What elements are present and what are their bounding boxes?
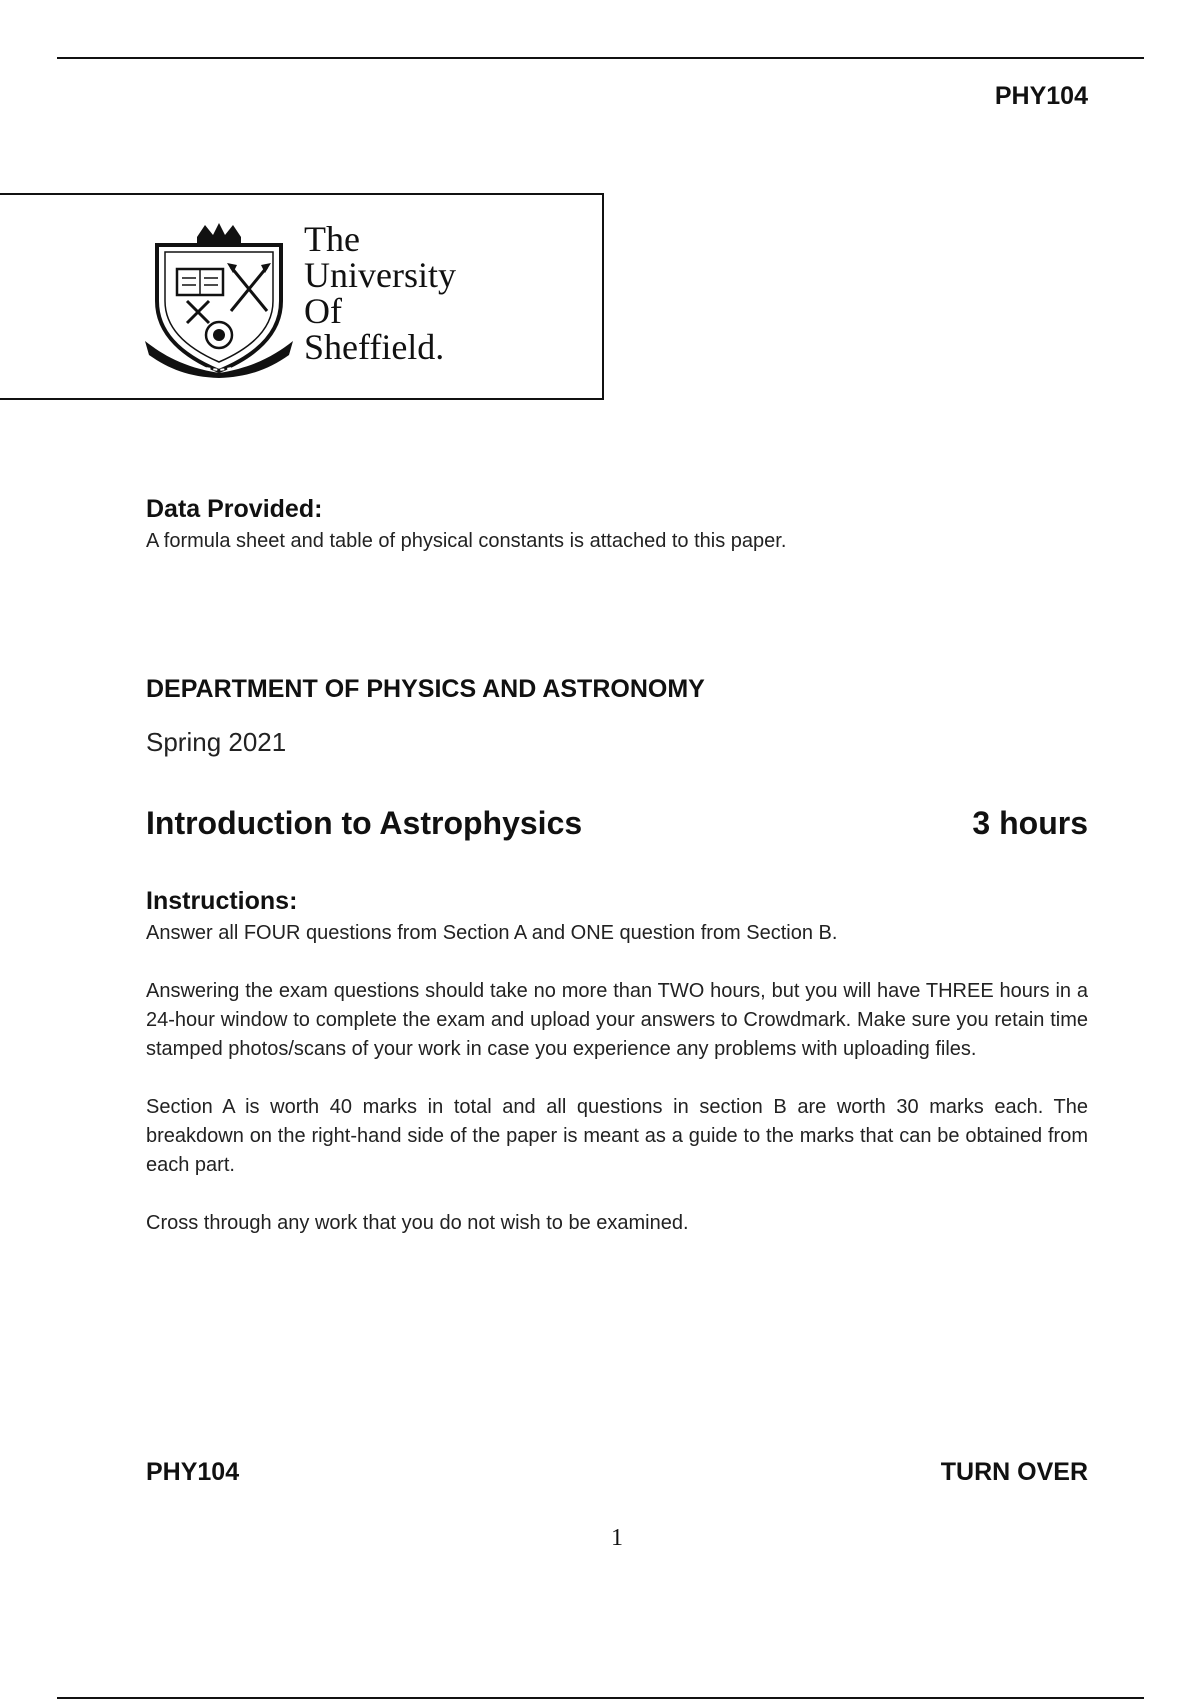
- data-provided-text: A formula sheet and table of physical constants is attached to this paper.: [146, 530, 787, 552]
- instructions-heading: Instructions:: [146, 887, 298, 915]
- university-name-line: Of: [304, 291, 342, 331]
- header-course-code: PHY104: [994, 82, 1088, 110]
- instructions-paragraph: Answer all FOUR questions from Section A and ONE question from Section B.: [146, 922, 838, 944]
- department-name: DEPARTMENT OF PHYSICS AND ASTRONOMY: [146, 675, 705, 703]
- instructions-paragraph: Answering the exam questions should take no more than TWO hours, but you will have THREE hours in a 24-hour window to complete the exam and upload your answers to Crowdmark. Make sure you retain time stamped photos/scans of your work in case you experience any problems with uploading files.: [146, 980, 1088, 1060]
- page-number: 1: [611, 1525, 623, 1551]
- instructions-paragraph: Section A is worth 40 marks in total and all questions in section B are worth 30 marks each. The breakdown on the right-hand side of the paper is meant as a guide to the marks that can be obtained from each part.: [146, 1096, 1088, 1176]
- exam-session: Spring 2021: [146, 727, 287, 757]
- exam-title: Introduction to Astrophysics: [146, 805, 583, 841]
- footer-row: [146, 1458, 1088, 1487]
- instructions-paragraph: Cross through any work that you do not wish to be examined.: [146, 1212, 689, 1234]
- data-provided-section: [146, 495, 1088, 556]
- university-name-line: University: [304, 255, 456, 295]
- university-name-line: The: [304, 219, 360, 259]
- top-rule: [57, 57, 1144, 59]
- turn-over-label: TURN OVER: [940, 1458, 1088, 1486]
- university-crest-icon: [143, 223, 295, 378]
- data-provided-heading: Data Provided:: [146, 495, 323, 523]
- instructions-section: [146, 887, 1088, 1238]
- footer-course-code: PHY104: [146, 1458, 240, 1486]
- university-name: [304, 221, 456, 365]
- bottom-rule: [57, 1697, 1144, 1699]
- university-logo-box: [0, 193, 604, 400]
- exam-duration: 3 hours: [972, 805, 1088, 841]
- university-name-line: Sheffield.: [304, 327, 445, 367]
- exam-title-row: [146, 805, 1088, 842]
